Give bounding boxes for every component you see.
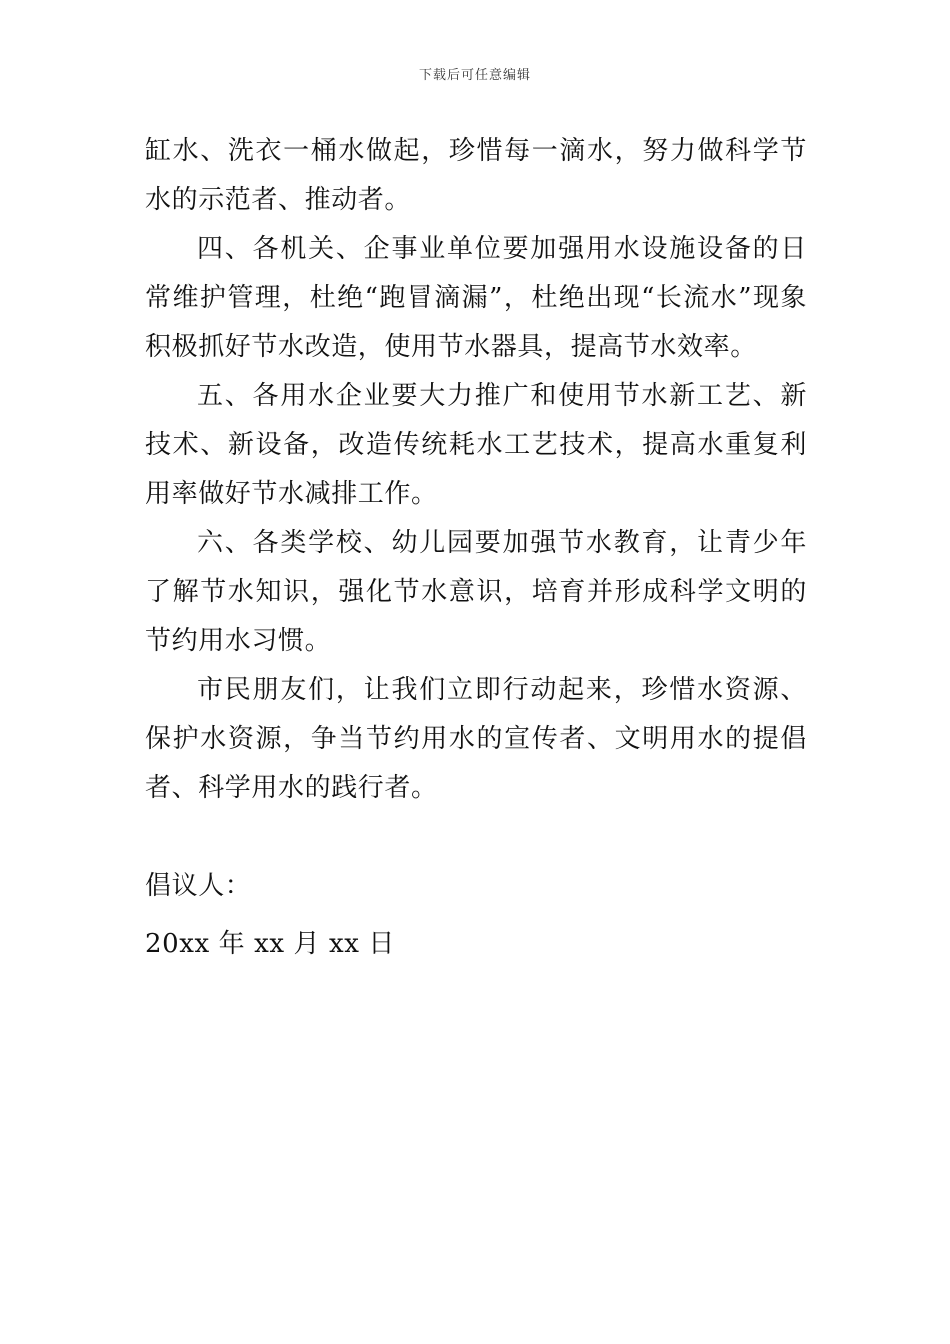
paragraph-item-4: 四、各机关、企事业单位要加强用水设施设备的日常维护管理，杜绝“跑冒滴漏”，杜绝出现“长流水”现象积极抓好节水改造，使用节水器具，提高节水效率。 — [145, 234, 807, 362]
paragraph-item-6: 六、各类学校、幼儿园要加强节水教育，让青少年了解节水知识，强化节水意识，培育并形成科学文明的节约用水习惯。 — [145, 528, 807, 656]
document-body — [145, 127, 807, 813]
paragraph-closing: 市民朋友们，让我们立即行动起来，珍惜水资源、保护水资源，争当节约用水的宣传者、文明用水的提倡者、科学用水的践行者。 — [145, 675, 807, 803]
page-header: 下载后可任意编辑 — [418, 68, 531, 83]
paragraph-item-5: 五、各用水企业要大力推广和使用节水新工艺、新技术、新设备，改造传统耗水工艺技术，提高水重复利用率做好节水减排工作。 — [145, 381, 807, 509]
signature-date: 20xx 年 xx 月 xx 日 — [145, 929, 395, 959]
signature-label: 倡议人： — [145, 871, 252, 901]
paragraph-continuation: 缸水、洗衣一桶水做起，珍惜每一滴水，努力做科学节水的示范者、推动者。 — [145, 136, 807, 215]
